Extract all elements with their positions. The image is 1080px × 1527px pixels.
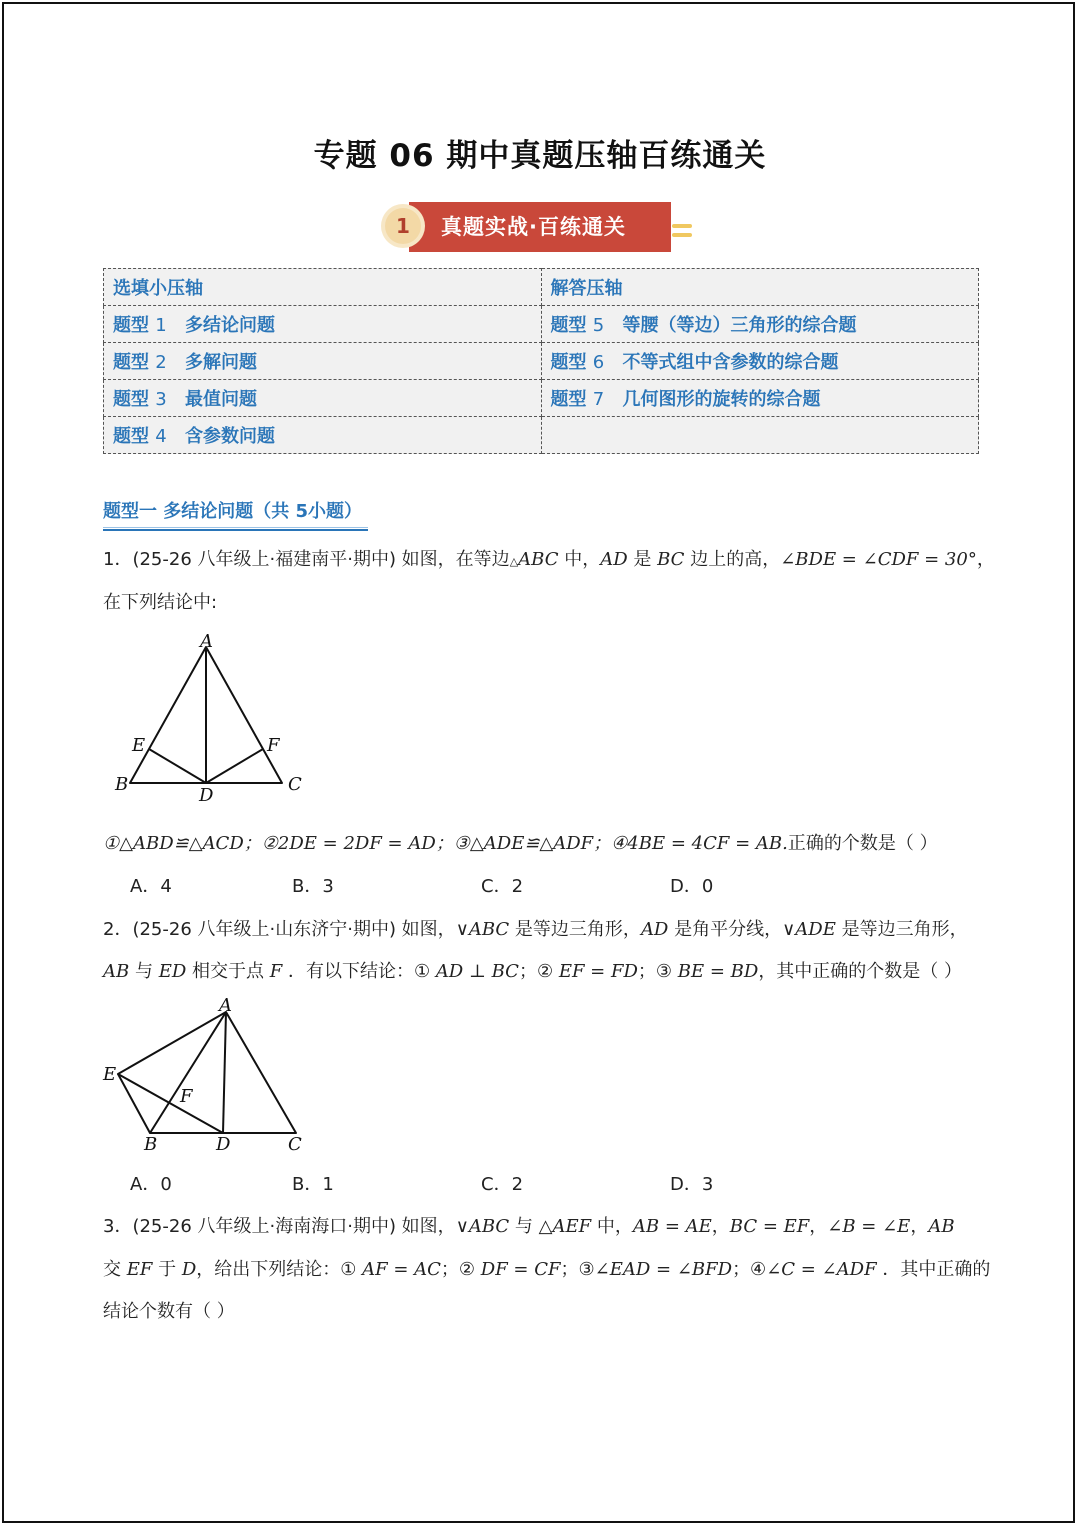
q3-line-1 bbox=[103, 1212, 955, 1238]
toc-item-label: 题型 bbox=[550, 352, 587, 373]
banner-stripes-icon bbox=[672, 224, 692, 246]
q1-text: ， bbox=[976, 549, 995, 570]
toc-item-label: 题型 bbox=[113, 315, 149, 336]
q1-math: AD bbox=[600, 549, 628, 570]
q1-label-c: C bbox=[288, 774, 302, 795]
q2-math: F bbox=[269, 961, 283, 982]
q2-figure bbox=[98, 990, 318, 1160]
toc-item-text: 几何图形的旋转的综合题 bbox=[622, 389, 821, 410]
q3-text: ；② bbox=[440, 1259, 481, 1280]
q3-math: ∠C = ∠ADF bbox=[766, 1259, 877, 1280]
toc-item-number: 3 bbox=[155, 389, 167, 410]
section-underline-light bbox=[103, 527, 368, 528]
q2-text: 是等边三角形， bbox=[835, 919, 968, 940]
q3-text: 3．(25-26 八年级上·海南海口·期中) 如图， bbox=[103, 1216, 456, 1237]
q2-text: 与 bbox=[129, 961, 159, 982]
q3-text: ，给出下列结论：① bbox=[196, 1259, 363, 1280]
q1-math: ABC bbox=[518, 549, 559, 570]
q2-text: ；② bbox=[518, 961, 559, 982]
q1-statements-text: ①△ABD≌△ACD；②2DE = 2DF = AD；③△ADE≌△ADF；④4BE = 4CF = AB. bbox=[103, 833, 788, 854]
toc-item-text: 等腰（等边）三角形的综合题 bbox=[622, 315, 857, 336]
q1-figure bbox=[100, 625, 320, 810]
q1-label-f: F bbox=[267, 735, 280, 756]
toc-item-text: 多结论问题 bbox=[185, 315, 275, 336]
q2-text: 2．(25-26 八年级上·山东济宁·期中) 如图， bbox=[103, 919, 456, 940]
topic-table bbox=[103, 268, 979, 454]
toc-item-label: 题型 bbox=[550, 315, 587, 336]
q3-math: ∠EAD = ∠BFD bbox=[594, 1259, 733, 1280]
q1-label-a: A bbox=[200, 631, 213, 652]
q2-line-1 bbox=[103, 915, 968, 941]
q2-math: EF = FD bbox=[558, 961, 638, 982]
q2-math: ∨ABC bbox=[455, 919, 510, 940]
q1-option-a[interactable]: A．4 bbox=[130, 876, 172, 897]
q3-line-2 bbox=[103, 1255, 990, 1281]
q3-math: AB bbox=[928, 1216, 955, 1237]
q3-math: EF bbox=[126, 1259, 153, 1280]
q3-math: AB = AE bbox=[632, 1216, 712, 1237]
q2-label-c: C bbox=[288, 1134, 302, 1155]
banner-ribbon: 真题实战·百练通关 bbox=[409, 202, 671, 252]
q2-math: AD ⊥ BC bbox=[435, 961, 519, 982]
toc-item-text: 含参数问题 bbox=[185, 426, 275, 447]
q2-math: AB bbox=[103, 961, 130, 982]
q3-text: 交 bbox=[103, 1259, 127, 1280]
q2-bisector-ad bbox=[223, 1012, 226, 1133]
q1-text: 边上的高， bbox=[684, 549, 781, 570]
q2-option-b[interactable]: B．1 bbox=[292, 1174, 334, 1195]
q3-text: 于 bbox=[152, 1259, 182, 1280]
q1-label-e: E bbox=[132, 735, 146, 756]
q1-segment-de bbox=[149, 749, 206, 783]
q2-math: ED bbox=[158, 961, 187, 982]
q2-label-f: F bbox=[180, 1086, 193, 1107]
q3-math: D bbox=[181, 1259, 197, 1280]
toc-item-number: 2 bbox=[155, 352, 167, 373]
q3-text: ， bbox=[711, 1216, 730, 1237]
q2-text: 相交于点 bbox=[186, 961, 270, 982]
toc-empty-cell bbox=[541, 417, 979, 454]
q1-option-c[interactable]: C．2 bbox=[481, 876, 524, 897]
q1-math: ∠BDE = ∠CDF = 30° bbox=[780, 549, 977, 570]
q3-text: ；③ bbox=[560, 1259, 595, 1280]
q3-text: 中， bbox=[591, 1216, 633, 1237]
q3-text: ．其中正确的 bbox=[876, 1259, 991, 1280]
page-title: 专题 06 期中真题压轴百练通关 bbox=[313, 138, 767, 174]
q2-text: 是等边三角形， bbox=[509, 919, 641, 940]
toc-item-label: 题型 bbox=[550, 389, 587, 410]
q2-math: AD bbox=[640, 919, 669, 940]
q3-text: ， bbox=[910, 1216, 929, 1237]
q1-line-2: 在下列结论中: bbox=[103, 592, 218, 613]
q3-math: DF = CF bbox=[480, 1259, 561, 1280]
q2-text: ．有以下结论：① bbox=[282, 961, 436, 982]
toc-right-header: 解答压轴 bbox=[541, 269, 979, 306]
q3-math: AF = AC bbox=[362, 1259, 441, 1280]
toc-item-number: 6 bbox=[592, 352, 605, 373]
toc-item-label: 题型 bbox=[113, 426, 149, 447]
q3-text: ；④ bbox=[732, 1259, 767, 1280]
q3-text: ， bbox=[809, 1216, 828, 1237]
q2-label-a: A bbox=[219, 995, 232, 1016]
q2-line-2 bbox=[103, 957, 962, 983]
triangle-icon: △ bbox=[509, 555, 519, 568]
toc-item-2[interactable] bbox=[104, 343, 542, 380]
q2-text: ，其中正确的个数是（ ） bbox=[758, 961, 963, 982]
q2-option-d[interactable]: D．3 bbox=[670, 1174, 714, 1195]
q1-label-d: D bbox=[199, 785, 214, 806]
toc-item-text: 不等式组中含参数的综合题 bbox=[622, 352, 839, 373]
q3-math: ∨ABC bbox=[455, 1216, 510, 1237]
banner-number-badge: 1 bbox=[385, 208, 421, 244]
q1-label-b: B bbox=[115, 774, 129, 795]
toc-item-number: 7 bbox=[592, 389, 605, 410]
section-heading-text: 题型一 多结论问题（共 5小题） bbox=[103, 501, 363, 522]
toc-item-3[interactable] bbox=[104, 380, 542, 417]
toc-item-4[interactable] bbox=[104, 417, 542, 454]
q1-text: 1．(25-26 八年级上·福建南平·期中) 如图，在等边 bbox=[103, 549, 510, 570]
q2-text: 是角平分线， bbox=[668, 919, 783, 940]
toc-item-text: 多解问题 bbox=[185, 352, 257, 373]
q3-math: △AEF bbox=[538, 1216, 592, 1237]
q1-math: BC bbox=[657, 549, 685, 570]
toc-item-text: 最值问题 bbox=[185, 389, 257, 410]
q1-text: 中， bbox=[558, 549, 601, 570]
section-heading bbox=[103, 497, 362, 527]
q1-statements bbox=[103, 829, 938, 855]
q1-option-b[interactable]: B．3 bbox=[292, 876, 334, 897]
q1-text: 是 bbox=[627, 549, 658, 570]
toc-item-label: 题型 bbox=[113, 389, 149, 410]
q2-label-d: D bbox=[216, 1134, 231, 1155]
toc-item-7[interactable] bbox=[541, 380, 979, 417]
toc-item-number: 4 bbox=[155, 426, 167, 447]
toc-item-1[interactable] bbox=[104, 306, 542, 343]
q2-label-b: B bbox=[144, 1134, 158, 1155]
q3-math: ∠B = ∠E bbox=[827, 1216, 911, 1237]
section-underline bbox=[103, 529, 368, 531]
toc-item-5[interactable] bbox=[541, 306, 979, 343]
q2-triangle-ade bbox=[118, 1012, 226, 1133]
toc-item-number: 1 bbox=[155, 315, 167, 336]
q2-option-c[interactable]: C．2 bbox=[481, 1174, 524, 1195]
toc-item-6[interactable] bbox=[541, 343, 979, 380]
q2-math: ∨ADE bbox=[782, 919, 836, 940]
q3-line-3: 结论个数有（ ） bbox=[103, 1301, 235, 1322]
q2-option-a[interactable]: A．0 bbox=[130, 1174, 172, 1195]
q1-line-1 bbox=[103, 545, 995, 571]
q2-text: ；③ bbox=[637, 961, 678, 982]
q2-math: BE = BD bbox=[677, 961, 759, 982]
q1-statements-tail: 正确的个数是（ ） bbox=[787, 833, 938, 854]
section-banner bbox=[385, 200, 700, 256]
q3-math: BC = EF bbox=[729, 1216, 810, 1237]
toc-item-number: 5 bbox=[592, 315, 605, 336]
q1-segment-df bbox=[206, 749, 263, 783]
q2-label-e: E bbox=[103, 1064, 117, 1085]
q3-text: 与 bbox=[509, 1216, 539, 1237]
toc-item-label: 题型 bbox=[113, 352, 149, 373]
q1-option-d[interactable]: D．0 bbox=[670, 876, 714, 897]
toc-left-header: 选填小压轴 bbox=[104, 269, 542, 306]
